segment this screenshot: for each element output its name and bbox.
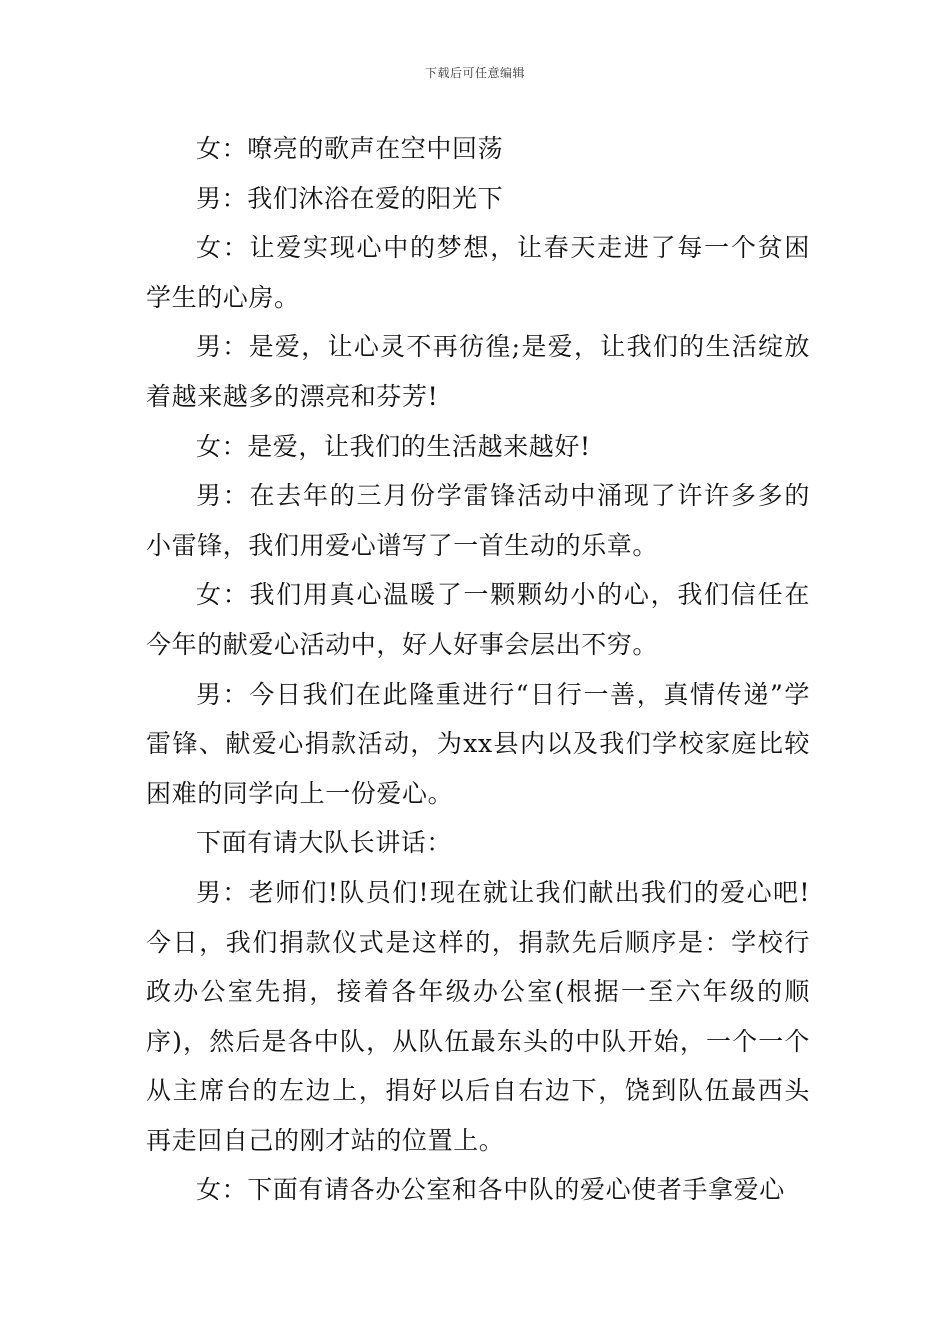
document-body (146, 124, 810, 1215)
paragraph: 女：让爱实现心中的梦想，让春天走进了每一个贫困学生的心房。 (146, 233, 810, 312)
paragraph: 男：今日我们在此隆重进行“日行一善，真情传递”学雷锋、献爱心捐款活动，为xx县内以及我们学校家庭比较困难的同学向上一份爱心。 (146, 679, 810, 808)
paragraph: 下面有请大队长讲话： (196, 828, 453, 858)
paragraph: 女：是爱，让我们的生活越来越好! (196, 431, 591, 461)
paragraph: 女：嘹亮的歌声在空中回荡 (196, 134, 504, 163)
paragraph: 男：是爱，让心灵不再彷徨;是爱，让我们的生活绽放着越来越多的漂亮和芬芳! (146, 332, 810, 411)
paragraph: 男：我们沐浴在爱的阳光下 (196, 183, 504, 213)
paragraph: 男：老师们!队员们!现在就让我们献出我们的爱心吧!今日，我们捐款仪式是这样的，捐款先后顺序是：学校行政办公室先捐，接着各年级办公室(根据一至六年级的顺序)，然后是各中队，从队伍最东头的中队开始，一个一个从主席台的左边上，捐好以后自右边下，饶到队伍最西头再走回自己的刚才站的位置上。 (146, 877, 810, 1155)
paragraph: 女：我们用真心温暖了一颗颗幼小的心，我们信任在今年的献爱心活动中，好人好事会层出不穷。 (146, 580, 810, 659)
page-header: 下载后可任意编辑 (424, 66, 525, 80)
paragraph: 女：下面有请各办公室和各中队的爱心使者手拿爱心 (196, 1175, 785, 1205)
paragraph: 男：在去年的三月份学雷锋活动中涌现了许许多多的小雷锋，我们用爱心谱写了一首生动的乐章。 (146, 481, 810, 560)
